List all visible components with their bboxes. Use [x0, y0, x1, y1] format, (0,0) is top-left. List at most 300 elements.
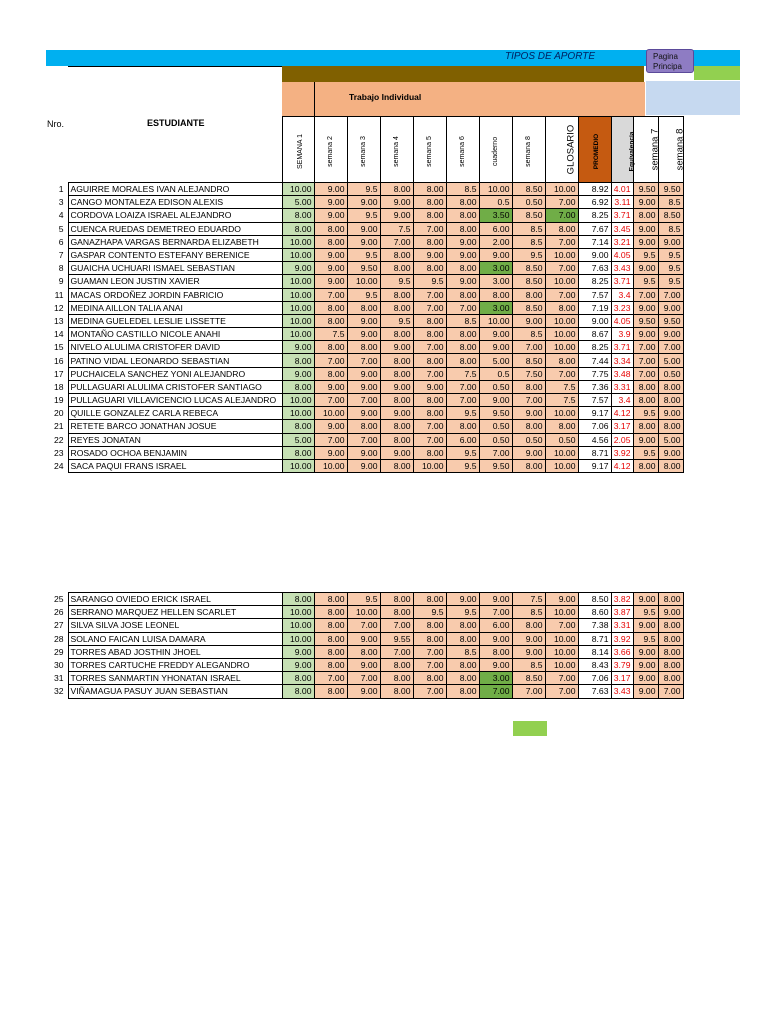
grade-cell[interactable]: 9.50 [658, 183, 683, 196]
grade-cell[interactable]: 8.00 [545, 301, 578, 314]
grade-cell[interactable]: 10.00 [545, 459, 578, 472]
grade-cell[interactable]: 10.00 [314, 407, 347, 420]
grade-cell[interactable]: 8.00 [658, 459, 683, 472]
grade-cell[interactable]: 9.00 [479, 341, 512, 354]
grade-cell[interactable]: 8.00 [413, 314, 446, 327]
grade-cell[interactable]: 9.00 [479, 658, 512, 671]
grade-cell[interactable]: 8.00 [658, 380, 683, 393]
grade-cell[interactable]: 8.00 [446, 658, 479, 671]
grade-cell[interactable]: 8.00 [413, 354, 446, 367]
student-name[interactable]: PUCHAICELA SANCHEZ YONI ALEJANDRO [68, 367, 282, 380]
grade-cell[interactable]: 9.00 [658, 301, 683, 314]
grade-cell[interactable]: 8.00 [658, 619, 683, 632]
grade-cell[interactable]: 9.00 [633, 328, 658, 341]
grade-cell[interactable]: 3.31 [611, 380, 633, 393]
grade-cell[interactable]: 7.5 [512, 593, 545, 606]
grade-cell[interactable]: 7.00 [633, 354, 658, 367]
grade-cell[interactable]: 9.5 [446, 407, 479, 420]
grade-cell[interactable]: 7.00 [633, 341, 658, 354]
grade-cell[interactable]: 0.5 [479, 367, 512, 380]
grade-cell[interactable]: 9.5 [633, 446, 658, 459]
grade-cell[interactable]: 9.5 [413, 275, 446, 288]
grade-cell[interactable]: 8.00 [314, 645, 347, 658]
grade-cell[interactable]: 9.00 [282, 367, 314, 380]
grade-cell[interactable]: 8.00 [314, 658, 347, 671]
grade-cell[interactable]: 8.00 [380, 672, 413, 685]
grade-cell[interactable]: 7.63 [578, 685, 611, 698]
student-name[interactable]: TORRES ABAD JOSTHIN JHOEL [68, 645, 282, 658]
grade-cell[interactable]: 7.50 [512, 367, 545, 380]
grade-cell[interactable]: 8.43 [578, 658, 611, 671]
grade-cell[interactable]: 9.00 [314, 183, 347, 196]
grade-cell[interactable]: 8.00 [633, 380, 658, 393]
grade-cell[interactable]: 9.00 [633, 593, 658, 606]
grade-cell[interactable]: 3.87 [611, 606, 633, 619]
grade-cell[interactable]: 8.00 [380, 262, 413, 275]
grade-cell[interactable]: 8.00 [446, 341, 479, 354]
grade-cell[interactable]: 9.00 [314, 262, 347, 275]
grade-cell[interactable]: 7.75 [578, 367, 611, 380]
grade-cell[interactable]: 9.00 [633, 196, 658, 209]
grade-cell[interactable]: 7.00 [545, 196, 578, 209]
grade-cell[interactable]: 7.00 [512, 341, 545, 354]
grade-cell[interactable]: 7.00 [314, 433, 347, 446]
grade-cell[interactable]: 7.00 [413, 420, 446, 433]
grade-cell[interactable]: 10.00 [282, 288, 314, 301]
grade-cell[interactable]: 8.00 [314, 314, 347, 327]
grade-cell[interactable]: 9.00 [347, 367, 380, 380]
grade-cell[interactable]: 8.5 [512, 235, 545, 248]
grade-cell[interactable]: 8.00 [380, 459, 413, 472]
grade-cell[interactable]: 8.00 [512, 459, 545, 472]
grade-cell[interactable]: 10.00 [347, 275, 380, 288]
grade-cell[interactable]: 7.00 [633, 367, 658, 380]
grade-cell[interactable]: 10.00 [282, 394, 314, 407]
grade-cell[interactable]: 8.00 [413, 262, 446, 275]
grade-cell[interactable]: 3.21 [611, 235, 633, 248]
grade-cell[interactable]: 10.00 [282, 275, 314, 288]
grade-cell[interactable]: 7.00 [446, 394, 479, 407]
grade-cell[interactable]: 8.00 [446, 354, 479, 367]
student-name[interactable]: AGUIRRE MORALES IVAN ALEJANDRO [68, 183, 282, 196]
grade-cell[interactable]: 7.00 [347, 394, 380, 407]
grade-cell[interactable]: 10.00 [413, 459, 446, 472]
grade-cell[interactable]: 8.00 [658, 420, 683, 433]
grade-cell[interactable]: 8.25 [578, 209, 611, 222]
grade-cell[interactable]: 9.5 [380, 314, 413, 327]
grade-cell[interactable]: 9.00 [347, 446, 380, 459]
grade-cell[interactable]: 9.00 [545, 593, 578, 606]
grade-cell[interactable]: 8.5 [658, 196, 683, 209]
grade-cell[interactable]: 8.00 [314, 685, 347, 698]
grade-cell[interactable]: 10.00 [545, 275, 578, 288]
grade-cell[interactable]: 8.00 [380, 367, 413, 380]
grade-cell[interactable]: 10.00 [545, 407, 578, 420]
grade-cell[interactable]: 8.00 [545, 222, 578, 235]
grade-cell[interactable]: 7.00 [347, 672, 380, 685]
grade-cell[interactable]: 9.00 [347, 196, 380, 209]
grade-cell[interactable]: 3.92 [611, 446, 633, 459]
grade-cell[interactable]: 8.00 [512, 420, 545, 433]
grade-cell[interactable]: 2.00 [479, 235, 512, 248]
grade-cell[interactable]: 8.00 [633, 394, 658, 407]
grade-cell[interactable]: 7.00 [413, 301, 446, 314]
grade-cell[interactable]: 9.00 [512, 407, 545, 420]
grade-cell[interactable]: 0.50 [479, 420, 512, 433]
grade-cell[interactable]: 8.00 [413, 394, 446, 407]
grade-cell[interactable]: 8.00 [512, 288, 545, 301]
grade-cell[interactable]: 7.00 [413, 341, 446, 354]
grade-cell[interactable]: 6.00 [446, 433, 479, 446]
grade-cell[interactable]: 10.00 [545, 314, 578, 327]
grade-cell[interactable]: 6.00 [479, 619, 512, 632]
student-name[interactable]: ROSADO OCHOA BENJAMIN [68, 446, 282, 459]
grade-cell[interactable]: 3.34 [611, 354, 633, 367]
grade-cell[interactable]: 9.00 [347, 328, 380, 341]
student-name[interactable]: SACA PAQUI FRANS ISRAEL [68, 459, 282, 472]
grade-cell[interactable]: 9.00 [380, 209, 413, 222]
grade-cell[interactable]: 9.5 [633, 248, 658, 261]
grade-cell[interactable]: 8.00 [282, 209, 314, 222]
grade-cell[interactable]: 4.12 [611, 407, 633, 420]
grade-cell[interactable]: 3.9 [611, 328, 633, 341]
grade-cell[interactable]: 9.5 [633, 606, 658, 619]
student-name[interactable]: PULLAGUARI ALULIMA CRISTOFER SANTIAGO [68, 380, 282, 393]
grade-cell[interactable]: 8.00 [446, 685, 479, 698]
grade-cell[interactable]: 9.50 [347, 262, 380, 275]
grade-cell[interactable]: 8.00 [282, 380, 314, 393]
grade-cell[interactable]: 8.67 [578, 328, 611, 341]
grade-cell[interactable]: 9.00 [633, 645, 658, 658]
grade-cell[interactable]: 10.00 [282, 328, 314, 341]
grade-cell[interactable]: 9.50 [479, 407, 512, 420]
grade-cell[interactable]: 9.50 [633, 314, 658, 327]
student-name[interactable]: SERRANO MARQUEZ HELLEN SCARLET [68, 606, 282, 619]
grade-cell[interactable]: 8.00 [545, 420, 578, 433]
grade-cell[interactable]: 9.5 [633, 632, 658, 645]
grade-cell[interactable]: 8.00 [314, 222, 347, 235]
grade-cell[interactable]: 8.00 [413, 672, 446, 685]
grade-cell[interactable]: 8.5 [446, 183, 479, 196]
grade-cell[interactable]: 7.00 [413, 222, 446, 235]
grade-cell[interactable]: 8.92 [578, 183, 611, 196]
grade-cell[interactable]: 8.50 [512, 275, 545, 288]
student-name[interactable]: GASPAR CONTENTO ESTEFANY BERENICE [68, 248, 282, 261]
grade-cell[interactable]: 8.00 [347, 645, 380, 658]
grade-cell[interactable]: 8.00 [413, 407, 446, 420]
grade-cell[interactable]: 9.00 [314, 196, 347, 209]
grade-cell[interactable]: 8.00 [512, 380, 545, 393]
grade-cell[interactable]: 8.00 [633, 420, 658, 433]
grade-cell[interactable]: 9.00 [314, 275, 347, 288]
grade-cell[interactable]: 9.55 [380, 632, 413, 645]
grade-cell[interactable]: 8.00 [314, 301, 347, 314]
grade-cell[interactable]: 10.00 [545, 446, 578, 459]
grade-cell[interactable]: 8.60 [578, 606, 611, 619]
grade-cell[interactable]: 9.5 [446, 459, 479, 472]
grade-cell[interactable]: 3.71 [611, 209, 633, 222]
grade-cell[interactable]: 10.00 [347, 606, 380, 619]
student-name[interactable]: CORDOVA LOAIZA ISRAEL ALEJANDRO [68, 209, 282, 222]
grade-cell[interactable]: 9.00 [314, 446, 347, 459]
grade-cell[interactable]: 10.00 [282, 314, 314, 327]
grade-cell[interactable]: 8.00 [633, 459, 658, 472]
grade-cell[interactable]: 9.50 [633, 183, 658, 196]
grade-cell[interactable]: 8.00 [658, 593, 683, 606]
grade-cell[interactable]: 7.00 [545, 288, 578, 301]
grade-cell[interactable]: 9.00 [479, 593, 512, 606]
grade-cell[interactable]: 9.00 [314, 380, 347, 393]
grade-cell[interactable]: 0.50 [658, 367, 683, 380]
grade-cell[interactable]: 9.00 [413, 380, 446, 393]
student-name[interactable]: SILVA SILVA JOSE LEONEL [68, 619, 282, 632]
grade-cell[interactable]: 10.00 [545, 183, 578, 196]
grade-cell[interactable]: 10.00 [282, 301, 314, 314]
grade-cell[interactable]: 10.00 [282, 235, 314, 248]
student-name[interactable]: MONTAÑO CASTILLO NICOLE ANAHI [68, 328, 282, 341]
grade-cell[interactable]: 9.00 [633, 222, 658, 235]
grade-cell[interactable]: 8.00 [446, 328, 479, 341]
grade-cell[interactable]: 8.5 [512, 222, 545, 235]
grade-cell[interactable]: 7.67 [578, 222, 611, 235]
grade-cell[interactable]: 3.71 [611, 275, 633, 288]
grade-cell[interactable]: 9.00 [479, 328, 512, 341]
student-name[interactable]: GANAZHAPA VARGAS BERNARDA ELIZABETH [68, 235, 282, 248]
grade-cell[interactable]: 9.00 [446, 593, 479, 606]
grade-cell[interactable]: 9.5 [633, 275, 658, 288]
grade-cell[interactable]: 8.00 [413, 209, 446, 222]
grade-cell[interactable]: 3.82 [611, 593, 633, 606]
student-name[interactable]: PATINO VIDAL LEONARDO SEBASTIAN [68, 354, 282, 367]
grade-cell[interactable]: 8.5 [512, 328, 545, 341]
grade-cell[interactable]: 9.5 [347, 248, 380, 261]
grade-cell[interactable]: 8.00 [479, 645, 512, 658]
grade-cell[interactable]: 8.00 [413, 183, 446, 196]
grade-cell[interactable]: 8.50 [512, 301, 545, 314]
grade-cell[interactable]: 8.71 [578, 632, 611, 645]
grade-cell[interactable]: 9.00 [633, 658, 658, 671]
grade-cell[interactable]: 9.5 [658, 248, 683, 261]
student-name[interactable]: RETETE BARCO JONATHAN JOSUE [68, 420, 282, 433]
grade-cell[interactable]: 8.00 [446, 222, 479, 235]
grade-cell[interactable]: 7.00 [658, 685, 683, 698]
grade-cell[interactable]: 3.92 [611, 632, 633, 645]
student-name[interactable]: CANGO MONTALEZA EDISON ALEXIS [68, 196, 282, 209]
grade-cell[interactable]: 7.00 [479, 685, 512, 698]
grade-cell[interactable]: 7.00 [413, 367, 446, 380]
grade-cell[interactable]: 7.00 [545, 209, 578, 222]
grade-cell[interactable]: 7.00 [512, 685, 545, 698]
grade-cell[interactable]: 9.00 [633, 301, 658, 314]
grade-cell[interactable]: 7.00 [413, 288, 446, 301]
grade-cell[interactable]: 8.50 [578, 593, 611, 606]
grade-cell[interactable]: 8.00 [512, 619, 545, 632]
grade-cell[interactable]: 8.00 [413, 328, 446, 341]
grade-cell[interactable]: 8.00 [314, 235, 347, 248]
grade-cell[interactable]: 3.00 [479, 275, 512, 288]
grade-cell[interactable]: 8.00 [380, 593, 413, 606]
grade-cell[interactable]: 7.00 [545, 235, 578, 248]
grade-cell[interactable]: 9.00 [479, 394, 512, 407]
grade-cell[interactable]: 9.5 [380, 275, 413, 288]
student-name[interactable]: MEDINA AILLON TALIA ANAI [68, 301, 282, 314]
student-name[interactable]: CUENCA RUEDAS DEMETREO EDUARDO [68, 222, 282, 235]
grade-cell[interactable]: 9.00 [578, 314, 611, 327]
grade-cell[interactable]: 10.00 [545, 248, 578, 261]
grade-cell[interactable]: 10.00 [545, 606, 578, 619]
grade-cell[interactable]: 9.00 [347, 407, 380, 420]
student-name[interactable]: TORRES CARTUCHE FREDDY ALEGANDRO [68, 658, 282, 671]
grade-cell[interactable]: 7.36 [578, 380, 611, 393]
grade-cell[interactable]: 4.12 [611, 459, 633, 472]
grade-cell[interactable]: 5.00 [282, 196, 314, 209]
grade-cell[interactable]: 10.00 [545, 645, 578, 658]
grade-cell[interactable]: 8.14 [578, 645, 611, 658]
grade-cell[interactable]: 8.00 [282, 420, 314, 433]
grade-cell[interactable]: 8.50 [512, 209, 545, 222]
grade-cell[interactable]: 9.00 [446, 235, 479, 248]
grade-cell[interactable]: 7.00 [545, 685, 578, 698]
grade-cell[interactable]: 8.00 [314, 632, 347, 645]
grade-cell[interactable]: 3.31 [611, 619, 633, 632]
grade-cell[interactable]: 8.5 [512, 658, 545, 671]
student-name[interactable]: GUAICHA UCHUARI ISMAEL SEBASTIAN [68, 262, 282, 275]
grade-cell[interactable]: 8.00 [380, 606, 413, 619]
grade-cell[interactable]: 3.00 [479, 672, 512, 685]
student-name[interactable]: MEDINA GUELEDEL LESLIE LISSETTE [68, 314, 282, 327]
grade-cell[interactable]: 8.00 [380, 433, 413, 446]
grade-cell[interactable]: 9.00 [658, 235, 683, 248]
grade-cell[interactable]: 8.50 [512, 354, 545, 367]
grade-cell[interactable]: 0.50 [512, 196, 545, 209]
grade-cell[interactable]: 8.00 [380, 328, 413, 341]
grade-cell[interactable]: 3.79 [611, 658, 633, 671]
grade-cell[interactable]: 7.00 [658, 288, 683, 301]
grade-cell[interactable]: 9.50 [658, 314, 683, 327]
grade-cell[interactable]: 9.00 [347, 685, 380, 698]
student-name[interactable]: QUILLE GONZALEZ CARLA REBECA [68, 407, 282, 420]
grade-cell[interactable]: 8.00 [413, 593, 446, 606]
grade-cell[interactable]: 8.5 [658, 222, 683, 235]
grade-cell[interactable]: 7.38 [578, 619, 611, 632]
grade-cell[interactable]: 7.5 [545, 394, 578, 407]
grade-cell[interactable]: 9.00 [512, 446, 545, 459]
grade-cell[interactable]: 9.5 [658, 262, 683, 275]
grade-cell[interactable]: 8.00 [314, 341, 347, 354]
grade-cell[interactable]: 8.50 [512, 672, 545, 685]
grade-cell[interactable]: 8.00 [282, 593, 314, 606]
grade-cell[interactable]: 8.00 [314, 593, 347, 606]
grade-cell[interactable]: 9.5 [413, 606, 446, 619]
grade-cell[interactable]: 7.00 [545, 367, 578, 380]
grade-cell[interactable]: 9.5 [347, 288, 380, 301]
grade-cell[interactable]: 8.00 [380, 420, 413, 433]
grade-cell[interactable]: 7.00 [545, 672, 578, 685]
grade-cell[interactable]: 7.00 [314, 394, 347, 407]
grade-cell[interactable]: 6.92 [578, 196, 611, 209]
grade-cell[interactable]: 3.71 [611, 341, 633, 354]
grade-cell[interactable]: 9.5 [446, 606, 479, 619]
grade-cell[interactable]: 8.71 [578, 446, 611, 459]
grade-cell[interactable]: 9.5 [446, 446, 479, 459]
grade-cell[interactable]: 0.50 [479, 433, 512, 446]
grade-cell[interactable]: 8.00 [380, 685, 413, 698]
grade-cell[interactable]: 8.00 [282, 685, 314, 698]
grade-cell[interactable]: 10.00 [282, 606, 314, 619]
grade-cell[interactable]: 7.00 [413, 433, 446, 446]
grade-cell[interactable]: 8.50 [512, 262, 545, 275]
grade-cell[interactable]: 3.48 [611, 367, 633, 380]
grade-cell[interactable]: 8.00 [380, 301, 413, 314]
grade-cell[interactable]: 9.00 [347, 380, 380, 393]
grade-cell[interactable]: 9.00 [633, 235, 658, 248]
grade-cell[interactable]: 9.00 [658, 606, 683, 619]
grade-cell[interactable]: 3.11 [611, 196, 633, 209]
grade-cell[interactable]: 8.00 [658, 645, 683, 658]
grade-cell[interactable]: 8.00 [380, 658, 413, 671]
grade-cell[interactable]: 7.00 [633, 288, 658, 301]
grade-cell[interactable]: 8.00 [658, 672, 683, 685]
student-name[interactable]: SARANGO OVIEDO ERICK ISRAEL [68, 593, 282, 606]
grade-cell[interactable]: 9.00 [347, 632, 380, 645]
grade-cell[interactable]: 9.00 [633, 685, 658, 698]
grade-cell[interactable]: 5.00 [658, 433, 683, 446]
grade-cell[interactable]: 9.00 [658, 328, 683, 341]
grade-cell[interactable]: 7.00 [347, 354, 380, 367]
grade-cell[interactable]: 8.00 [479, 288, 512, 301]
grade-cell[interactable]: 8.00 [380, 394, 413, 407]
grade-cell[interactable]: 9.00 [282, 341, 314, 354]
grade-cell[interactable]: 9.17 [578, 407, 611, 420]
grade-cell[interactable]: 10.00 [545, 328, 578, 341]
grade-cell[interactable]: 9.00 [347, 658, 380, 671]
grade-cell[interactable]: 10.00 [282, 407, 314, 420]
grade-cell[interactable]: 8.00 [545, 354, 578, 367]
grade-cell[interactable]: 8.5 [446, 645, 479, 658]
grade-cell[interactable]: 9.00 [380, 196, 413, 209]
grade-cell[interactable]: 8.00 [446, 619, 479, 632]
grade-cell[interactable]: 8.00 [380, 183, 413, 196]
grade-cell[interactable]: 10.00 [545, 658, 578, 671]
grade-cell[interactable]: 8.50 [658, 209, 683, 222]
grade-cell[interactable]: 9.00 [479, 632, 512, 645]
grade-cell[interactable]: 4.56 [578, 433, 611, 446]
grade-cell[interactable]: 7.00 [413, 645, 446, 658]
grade-cell[interactable]: 3.43 [611, 262, 633, 275]
grade-cell[interactable]: 7.5 [380, 222, 413, 235]
grade-cell[interactable]: 8.00 [314, 367, 347, 380]
grade-cell[interactable]: 7.57 [578, 288, 611, 301]
grade-cell[interactable]: 8.00 [413, 619, 446, 632]
grade-cell[interactable]: 8.00 [633, 209, 658, 222]
grade-cell[interactable]: 0.50 [545, 433, 578, 446]
grade-cell[interactable]: 9.5 [512, 248, 545, 261]
grade-cell[interactable]: 7.06 [578, 420, 611, 433]
student-name[interactable]: TORRES SANMARTIN YHONATAN ISRAEL [68, 672, 282, 685]
grade-cell[interactable]: 7.00 [413, 658, 446, 671]
grade-cell[interactable]: 9.00 [314, 248, 347, 261]
grade-cell[interactable]: 3.17 [611, 672, 633, 685]
grade-cell[interactable]: 7.00 [446, 301, 479, 314]
grade-cell[interactable]: 9.00 [446, 248, 479, 261]
grade-cell[interactable]: 9.5 [347, 209, 380, 222]
grade-cell[interactable]: 4.05 [611, 248, 633, 261]
grade-cell[interactable]: 0.5 [479, 196, 512, 209]
grade-cell[interactable]: 8.00 [446, 196, 479, 209]
grade-cell[interactable]: 8.00 [446, 632, 479, 645]
grade-cell[interactable]: 7.00 [413, 685, 446, 698]
grade-cell[interactable]: 7.00 [545, 262, 578, 275]
